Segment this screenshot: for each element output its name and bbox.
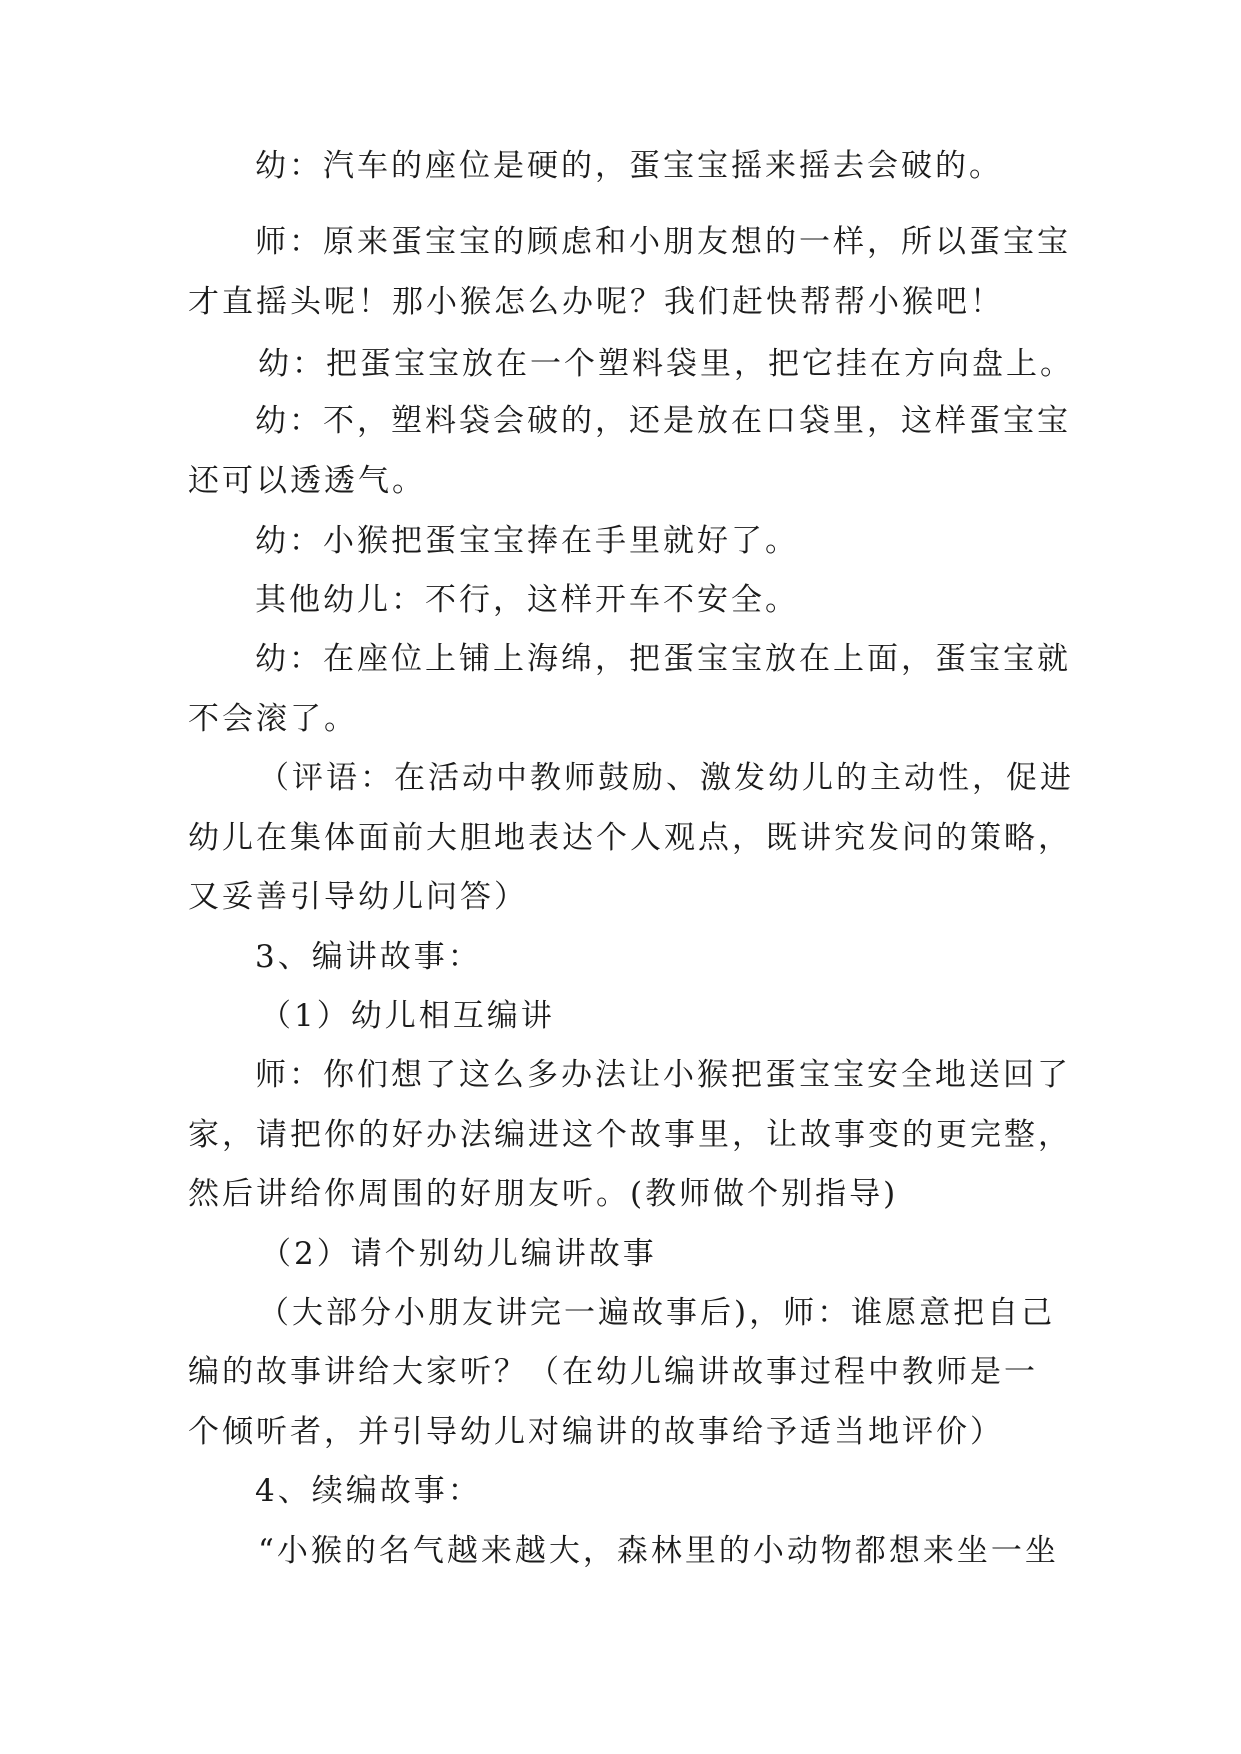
text-line: 师：你们想了这么多办法让小猴把蛋宝宝安全地送回了 <box>255 1057 1071 1093</box>
text-line: 师：原来蛋宝宝的顾虑和小朋友想的一样，所以蛋宝宝 <box>255 224 1071 260</box>
text-line: 幼儿在集体面前大胆地表达个人观点，既讲究发问的策略， <box>188 820 1072 856</box>
text-line: 才直摇头呢！那小猴怎么办呢？我们赶快帮帮小猴吧！ <box>188 284 1004 320</box>
text-line: 幼：把蛋宝宝放在一个塑料袋里，把它挂在方向盘上。 <box>258 346 1074 382</box>
text-line: （评语：在活动中教师鼓励、激发幼儿的主动性，促进 <box>258 760 1074 796</box>
text-line: 还可以透透气。 <box>188 463 426 499</box>
text-line: 又妥善引导幼儿问答） <box>188 879 528 915</box>
text-line: （大部分小朋友讲完一遍故事后)，师：谁愿意把自己 <box>258 1295 1056 1331</box>
text-line: 家，请把你的好办法编进这个故事里，让故事变的更完整， <box>188 1117 1072 1153</box>
text-line: （1）幼儿相互编讲 <box>260 998 555 1034</box>
text-line: 幼：在座位上铺上海绵，把蛋宝宝放在上面，蛋宝宝就 <box>255 641 1071 677</box>
text-line: 编的故事讲给大家听？（在幼儿编讲故事过程中教师是一 <box>188 1354 1038 1390</box>
text-line: 3、编讲故事： <box>255 939 482 975</box>
text-line: （2）请个别幼儿编讲故事 <box>260 1236 657 1272</box>
text-line: 不会滚了。 <box>188 701 358 737</box>
text-line: “小猴的名气越来越大，森林里的小动物都想来坐一坐 <box>258 1533 1059 1569</box>
text-line: 4、续编故事： <box>255 1473 482 1509</box>
text-line: 幼：不，塑料袋会破的，还是放在口袋里，这样蛋宝宝 <box>255 403 1071 439</box>
text-line: 幼：汽车的座位是硬的，蛋宝宝摇来摇去会破的。 <box>255 148 1003 184</box>
text-line: 个倾听者，并引导幼儿对编讲的故事给予适当地评价） <box>188 1414 1004 1450</box>
text-line: 其他幼儿：不行，这样开车不安全。 <box>255 582 799 618</box>
text-line: 然后讲给你周围的好朋友听。(教师做个别指导) <box>188 1176 899 1212</box>
text-line: 幼：小猴把蛋宝宝捧在手里就好了。 <box>255 523 799 559</box>
